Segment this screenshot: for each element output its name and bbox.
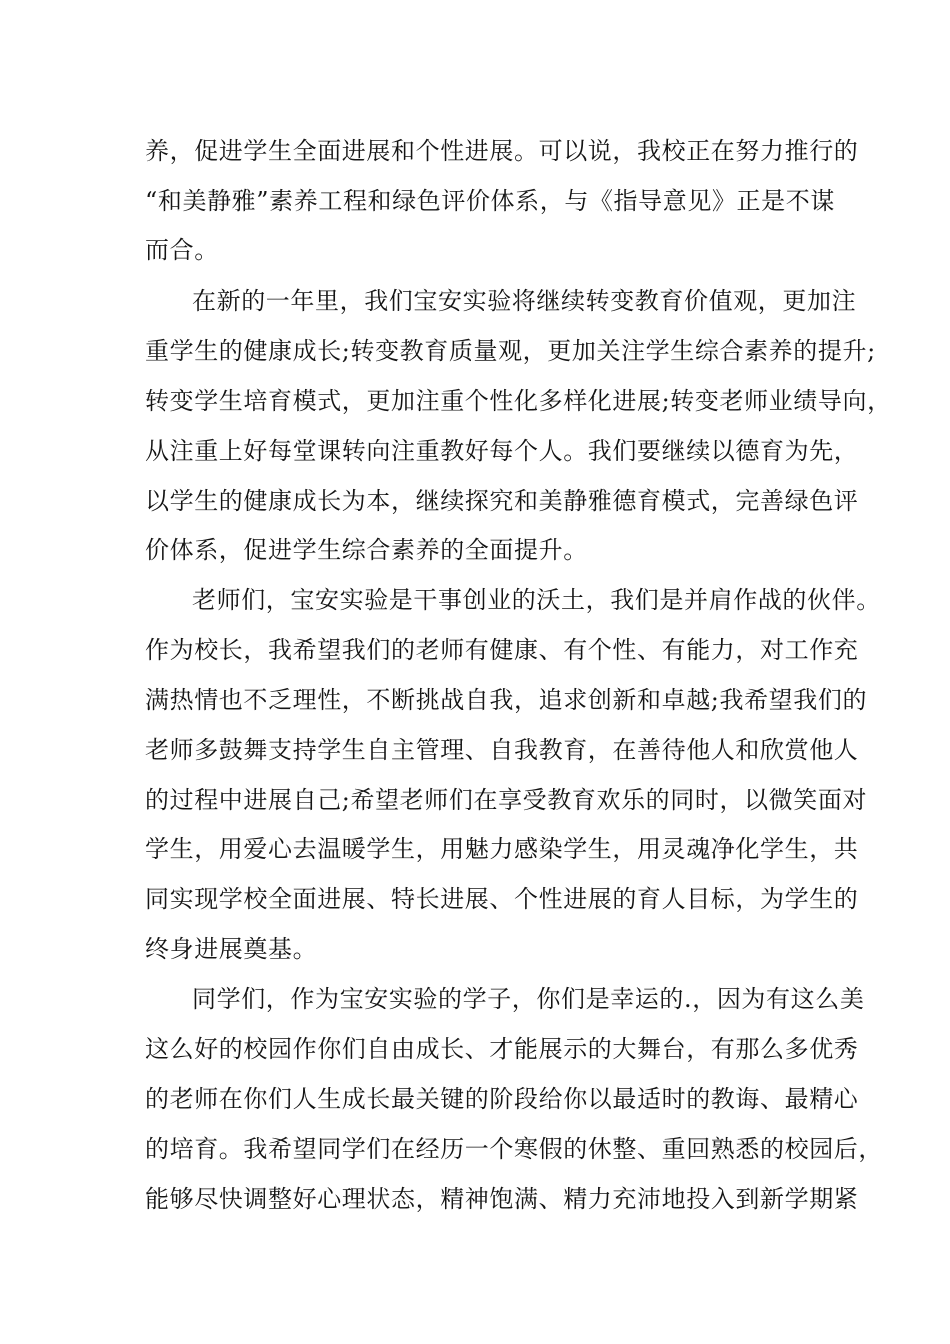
text-line: 价体系，促进学生综合素养的全面提升。 bbox=[145, 536, 588, 564]
text-line: 能够尽快调整好心理状态，精神饱满、精力充沛地投入到新学期紧 bbox=[145, 1185, 859, 1213]
text-line: 这么好的校园作你们自由成长、才能展示的大舞台，有那么多优秀 bbox=[145, 1035, 859, 1063]
text-line: 的培育。我希望同学们在经历一个寒假的休整、重回熟悉的校园后， bbox=[145, 1135, 883, 1163]
text-line: “和美静雅”素养工程和绿色评价体系，与《指导意见》正是不谋 bbox=[145, 187, 835, 215]
text-line: 转变学生培育模式，更加注重个性化多样化进展;转变老师业绩导向， bbox=[145, 387, 892, 415]
text-line: 作为校长，我希望我们的老师有健康、有个性、有能力，对工作充 bbox=[145, 636, 859, 664]
text-line: 满热情也不乏理性，不断挑战自我，追求创新和卓越;我希望我们的 bbox=[145, 686, 868, 714]
text-line: 学生，用爱心去温暖学生，用魅力感染学生，用灵魂净化学生，共 bbox=[145, 835, 859, 863]
text-line: 以学生的健康成长为本，继续探究和美静雅德育模式，完善绿色评 bbox=[145, 487, 859, 515]
text-line: 同实现学校全面进展、特长进展、个性进展的育人目标，为学生的 bbox=[145, 885, 859, 913]
text-line: 在新的一年里，我们宝安实验将继续转变教育价值观，更加注 bbox=[192, 287, 857, 315]
text-line: 老师们，宝安实验是干事创业的沃土，我们是并肩作战的伙伴。 bbox=[192, 586, 881, 614]
text-line: 老师多鼓舞支持学生自主管理、自我教育，在善待他人和欣赏他人 bbox=[145, 736, 859, 764]
text-line: 而合。 bbox=[145, 236, 219, 264]
text-line: 的过程中进展自己;希望老师们在享受教育欢乐的同时，以微笑面对 bbox=[145, 786, 868, 814]
text-line: 终身进展奠基。 bbox=[145, 935, 318, 963]
text-line: 同学们，作为宝安实验的学子，你们是幸运的.，因为有这么美 bbox=[192, 985, 865, 1013]
text-line: 重学生的健康成长;转变教育质量观，更加关注学生综合素养的提升; bbox=[145, 337, 876, 365]
text-line: 的老师在你们人生成长最关键的阶段给你以最适时的教诲、最精心 bbox=[145, 1085, 859, 1113]
text-line: 养，促进学生全面进展和个性进展。可以说，我校正在努力推行的 bbox=[145, 137, 859, 165]
text-line: 从注重上好每堂课转向注重教好每个人。我们要继续以德育为先， bbox=[145, 437, 859, 465]
